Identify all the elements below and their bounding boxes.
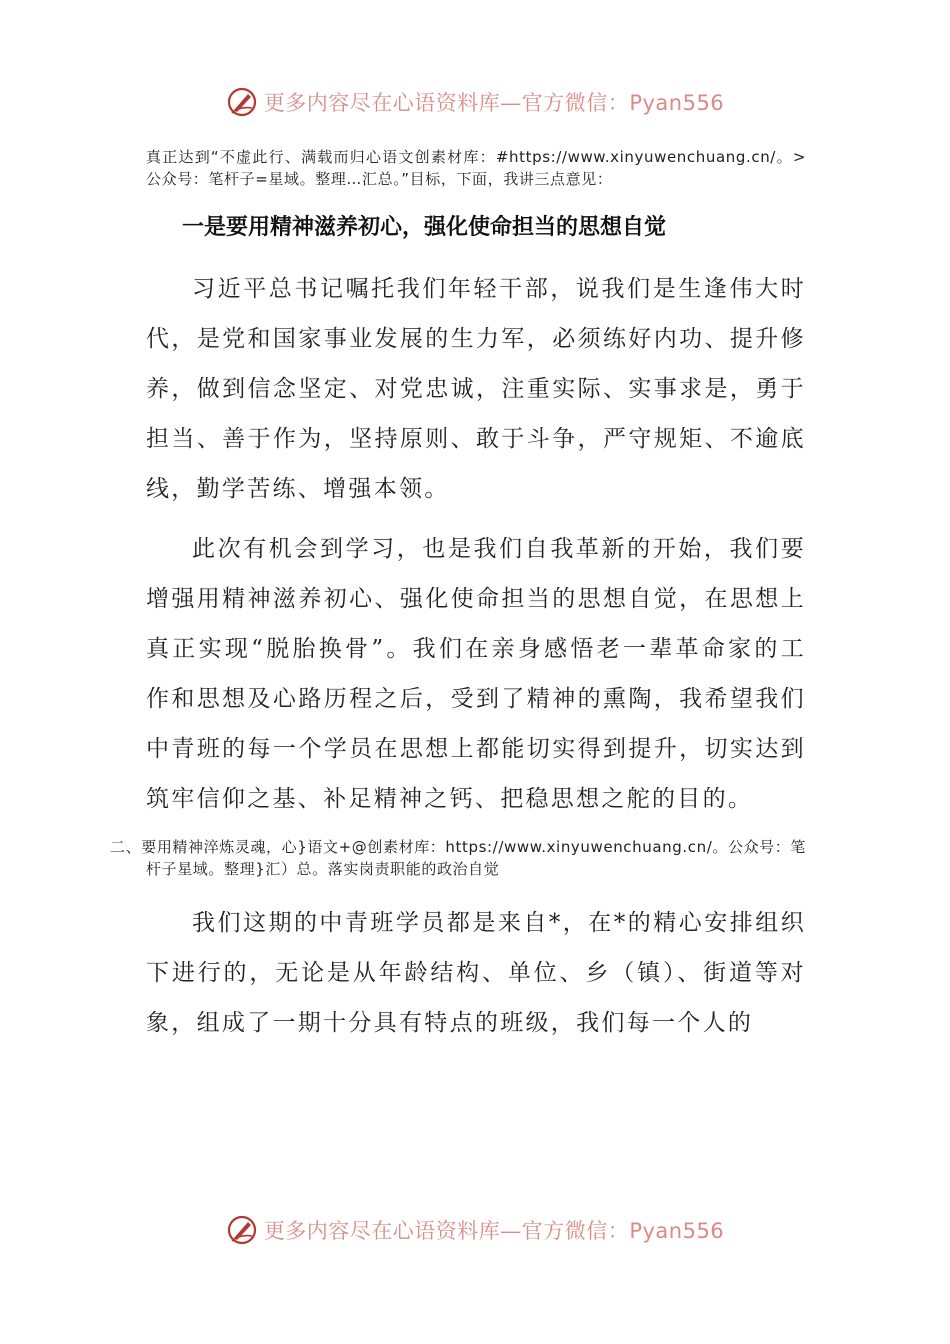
banner-text: 更多内容尽在心语资料库—官方微信：Pyan556 bbox=[263, 91, 725, 115]
intro-paragraph: 真正达到“不虚此行、满载而归心语文创素材库：#https://www.xinyuwenchuang.cn/。>公众号：笔杆子=星域。整理…汇总。”目标，下面，我讲三点意见： bbox=[146, 148, 806, 188]
section-2-heading: 二、要用精神淬炼灵魂，心}语文+@创素材库：https://www.xinyuwenchuang.cn/。公众号：笔杆子星域。整理}汇）总。落实岗责职能的政治自觉 bbox=[110, 838, 806, 878]
wechat-id: Pyan556 bbox=[629, 91, 725, 115]
quill-pen-logo-icon bbox=[226, 1214, 258, 1246]
footer-banner bbox=[0, 1212, 950, 1248]
section-1-heading: 一是要用精神滋养初心，强化使命担当的思想自觉 bbox=[182, 215, 667, 240]
section-1-paragraph-2: 此次有机会到学习，也是我们自我革新的开始，我们要增强用精神滋养初心、强化使命担当的思想自觉，在思想上真正实现“脱胎换骨”。我们在亲身感悟老一辈革命家的工作和思想及心路历程之后，受到了精神的熏陶，我希望我们中青班的每一个学员在思想上都能切实得到提升，切实达到筑牢信仰之基、补足精神之钙、把稳思想之舵的目的。 bbox=[146, 536, 806, 812]
section-2-paragraph-1: 我们这期的中青班学员都是来自*，在*的精心安排组织下进行的，无论是从年龄结构、单位、乡（镇）、街道等对象，组成了一期十分具有特点的班级，我们每一个人的 bbox=[146, 910, 806, 1036]
header-banner bbox=[0, 84, 950, 120]
document-body bbox=[110, 146, 806, 1048]
section-1-paragraph-1: 习近平总书记嘱托我们年轻干部，说我们是生逢伟大时代，是党和国家事业发展的生力军，必须练好内功、提升修养，做到信念坚定、对党忠诚，注重实际、实事求是，勇于担当、善于作为，坚持原则、敢于斗争，严守规矩、不逾底线，勤学苦练、增强本领。 bbox=[146, 276, 806, 502]
wechat-id: Pyan556 bbox=[629, 1219, 725, 1243]
banner-text: 更多内容尽在心语资料库—官方微信：Pyan556 bbox=[263, 1219, 725, 1243]
quill-pen-logo-icon bbox=[226, 86, 258, 118]
